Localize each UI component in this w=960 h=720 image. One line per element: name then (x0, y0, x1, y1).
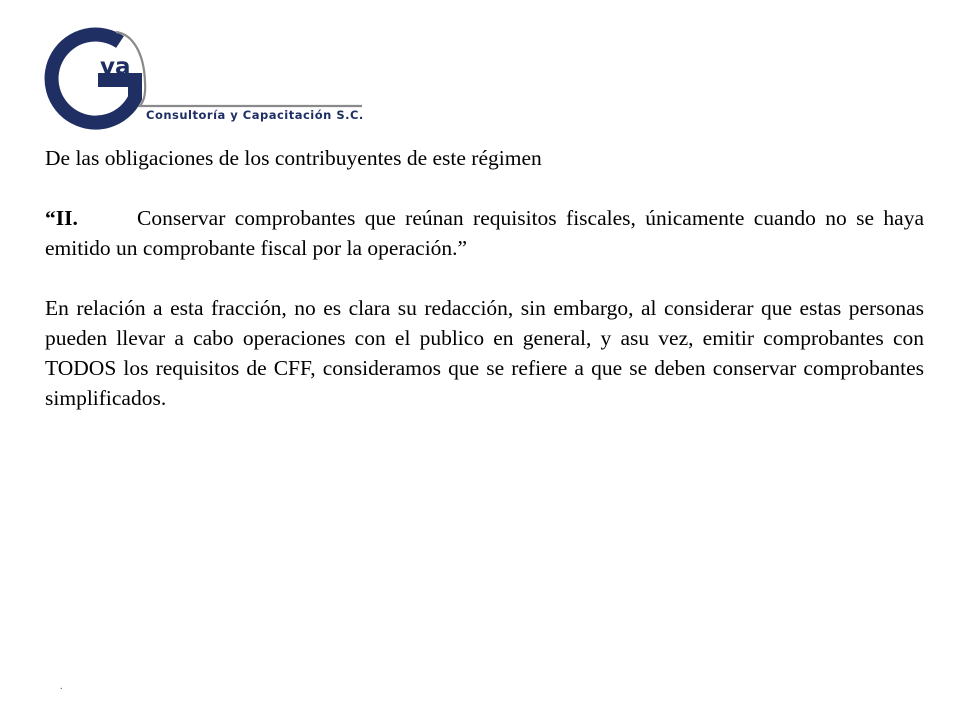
footer-mark: . (60, 681, 63, 692)
document-body (45, 143, 924, 413)
quoted-fraction (45, 203, 924, 263)
commentary-paragraph: En relación a esta fracción, no es clara su redacción, sin embargo, al considerar que estas personas pueden llevar a cabo operaciones con el publico en general, y asu vez, emitir comprobantes con TODOS los requisitos de CFF, consideramos que se refiere a que se deben conservar comprobantes simplificados. (45, 296, 924, 410)
section-heading: De las obligaciones de los contribuyentes de este régimen (45, 146, 542, 170)
fraction-text: Conservar comprobantes que reúnan requisitos fiscales, únicamente cuando no se haya emitido un comprobante fiscal por la operación.” (45, 206, 924, 260)
fraction-number: “II. (45, 206, 78, 230)
logo-letters: va (100, 54, 131, 80)
logo-tagline: Consultoría y Capacitación S.C. (146, 108, 364, 122)
logo-swoosh (116, 32, 362, 106)
